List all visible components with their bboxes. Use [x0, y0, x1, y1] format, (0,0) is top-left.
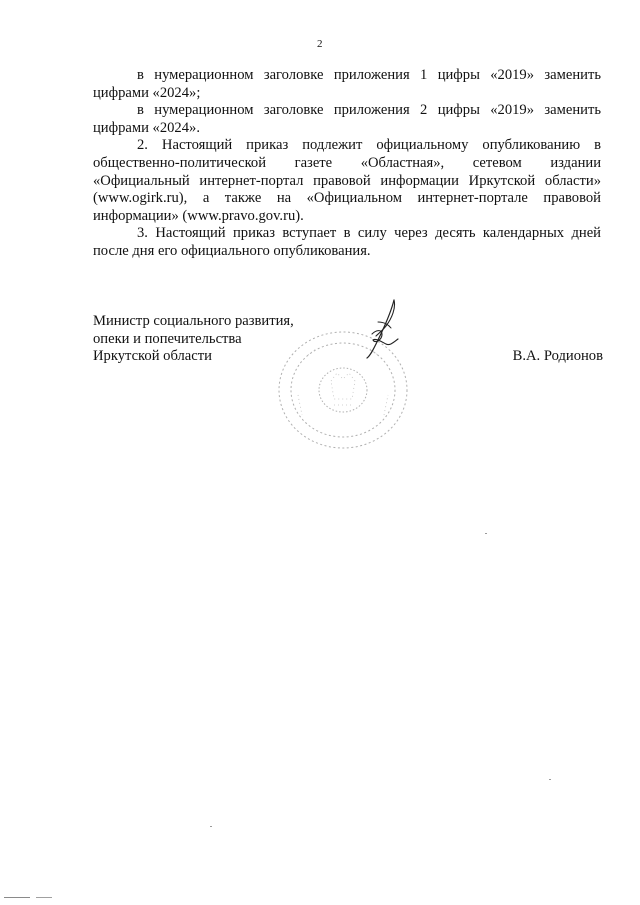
scan-speck	[549, 779, 551, 780]
signature-block	[93, 313, 603, 366]
paragraph-amendment-2: в нумерационном заголовке приложения 2 цифры «2019» заменить цифрами «2024».	[93, 102, 601, 136]
scan-speck	[36, 897, 52, 898]
document-body	[93, 67, 601, 261]
scan-speck	[4, 897, 30, 898]
scan-speck	[210, 826, 212, 827]
paragraph-publication: 2. Настоящий приказ подлежит официальному опубликованию в общественно-политической газете «Областная», сетевом издании «Официальный интернет-портал правовой информации Иркутской области» (www.ogirk.ru), а также на «Официальном интернет-портале правовой информации» (www.pravo.gov.ru).	[93, 137, 601, 224]
paragraph-amendment-1: в нумерационном заголовке приложения 1 цифры «2019» заменить цифрами «2024»;	[93, 67, 601, 101]
signer-position-line-2: опеки и попечительства	[93, 330, 242, 347]
page-number: 2	[317, 38, 323, 50]
scan-speck	[485, 533, 487, 534]
signer-position-line-1: Министр социального развития,	[93, 313, 294, 329]
paragraph-entry-into-force: 3. Настоящий приказ вступает в силу через десять календарных дней после дня его официального опубликования.	[93, 225, 601, 259]
signer-position-line-3: Иркутской области	[93, 348, 212, 365]
signer-name: В.А. Родионов	[512, 348, 603, 364]
